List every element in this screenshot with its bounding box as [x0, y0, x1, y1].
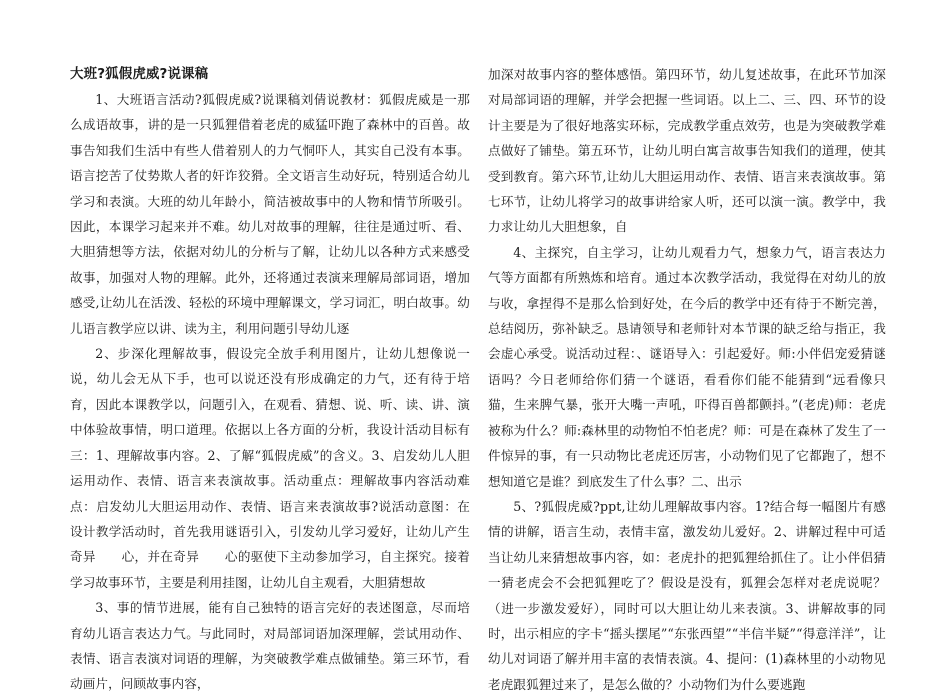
- paragraph-5: 5、?狐假虎威?ppt,让幼儿理解故事内容。1?结合每一幅图片有感情的讲解，语言生动，表情丰富，激发幼儿爱好。2、讲解过程中可适当让幼儿来猜想故事内容，如：老虎扑的把狐狸给抓住了。让小伴侣猜一猜老虎会不会把狐狸吃了？假设是没有，狐狸会怎样对老虎说呢？（进一步激发爱好），同时可以大胆让幼儿来表演。3、讲解故事的同时，出示相应的字卡“摇头摆尾”“东张西望”“半信半疑”“得意洋洋”，让幼儿对词语了解并用丰富的表情表演。4、提问：(1)森林里的小动物见老虎跟狐狸过来了，是怎么做的？小动物们为什么要逃跑: [488, 498, 886, 692]
- paragraph-1: 1、大班语言活动?狐假虎威?说课稿刘倩说教材：狐假虎威是一那么成语故事，讲的是一只狐狸借着老虎的威猛吓跑了森林中的百兽。故事告知我们生活中有些人借着别人的力气恫吓人，其实自己没有本事。语言挖苦了仗势欺人者的奸诈狡猾。全文语言生动好玩，特别适合幼儿学习和表演。大班的幼儿年龄小，简洁被故事中的人物和情节所吸引。因此，本课学习起来并不难。幼儿对故事的理解，往往是通过听、看、大胆猜想等方法，依据对幼儿的分析与了解，让幼儿以各种方式来感受故事，加强对人物的理解。此外，还将通过表演来理解局部词语，增加感受,让幼儿在活泼、轻松的环境中理解课文，学习词汇，明白故事。幼儿语言教学应以讲、读为主，利用问题引导幼儿逐: [70, 92, 470, 336]
- paragraph-3: 3、事的情节进展，能有自己独特的语言完好的表述图意，尽而培育幼儿语言表达力气。与此同时，对局部词语加深理解，尝试用动作、表情、语言表演对词语的理解，为突破教学难点做铺垫。第三环节，看动画片，问顾故事内容，: [70, 600, 470, 692]
- paragraph-2: 2、步深化理解故事，假设完全放手利用图片，让幼儿想像说一说，幼儿会无从下手，也可以说还没有形成确定的力气，还有待于培育，因此本课教学以，问题引入，在观看、猜想、说、听、读、讲、演中体验故事情，明口道理。依据以上各方面的分析，我设计活动目标有三：1、理解故事内容。2、了解“狐假虎威”的含义。3、启发幼儿人胆运用动作、表情、语言来表演故事。活动重点：理解故事内容活动难点：启发幼儿大胆运用动作、表情、语言来表演故事?说活动意图：在设计教学活动时，首先我用谜语引入，引发幼儿学习爱好，让幼儿产生奇异 心，并在奇异 心的驱使下主动参加学习，自主探究。接着学习故事环节，主要是利用挂图，让幼儿自主观看，大胆猜想故: [70, 346, 470, 590]
- document-title: 大班?狐假虎威?说课稿: [70, 66, 209, 82]
- paragraph-3-continued: 加深对故事内容的整体感悟。第四环节，幼儿复述故事，在此环节加深对局部词语的理解，并学会把握一些词语。以上二、三、四、环节的设计主要是为了很好地落实环标，完成教学重点效劳，也是为突破教学难点做好了铺垫。第五环节，让幼儿明白寓言故事告知我们的道理，使其受到教育。第六环节,让幼儿大胆运用动作、表情、语言来表演故事。第七环节，让幼儿将学习的故事讲给家人听，还可以演一演。教学中，我力求让幼儿大胆想象，自: [488, 67, 886, 235]
- left-column: [70, 62, 470, 697]
- right-column: [488, 62, 886, 697]
- paragraph-4: 4、主探究，自主学习，让幼儿观看力气，想象力气，语言表达力气等方面都有所熟炼和培育。通过本次教学活动，我觉得在对幼儿的放与收，拿捏得不是那么恰到好处，在今后的教学中还有待于不断完善，总结阅历，弥补缺乏。恳请领导和老师针对本节课的缺乏给与指正，我会虚心承受。说活动过程：、谜语导入：引起爱好。师:小伴侣宠爱猜谜语吗？今日老师给你们猜一个谜语，看看你们能不能猜到“远看像只猫，生来脾气暴，张开大嘴一声吼，吓得百兽都颤抖。”(老虎)师：老虎被称为什么？师:森林里的动物怕不怕老虎？师：可是在森林了发生了一件惊异的事，有一只动物比老虎还厉害，小动物们见了它都跑了，想不想知道它是谁？到底发生了什么事？二、出示: [488, 244, 886, 489]
